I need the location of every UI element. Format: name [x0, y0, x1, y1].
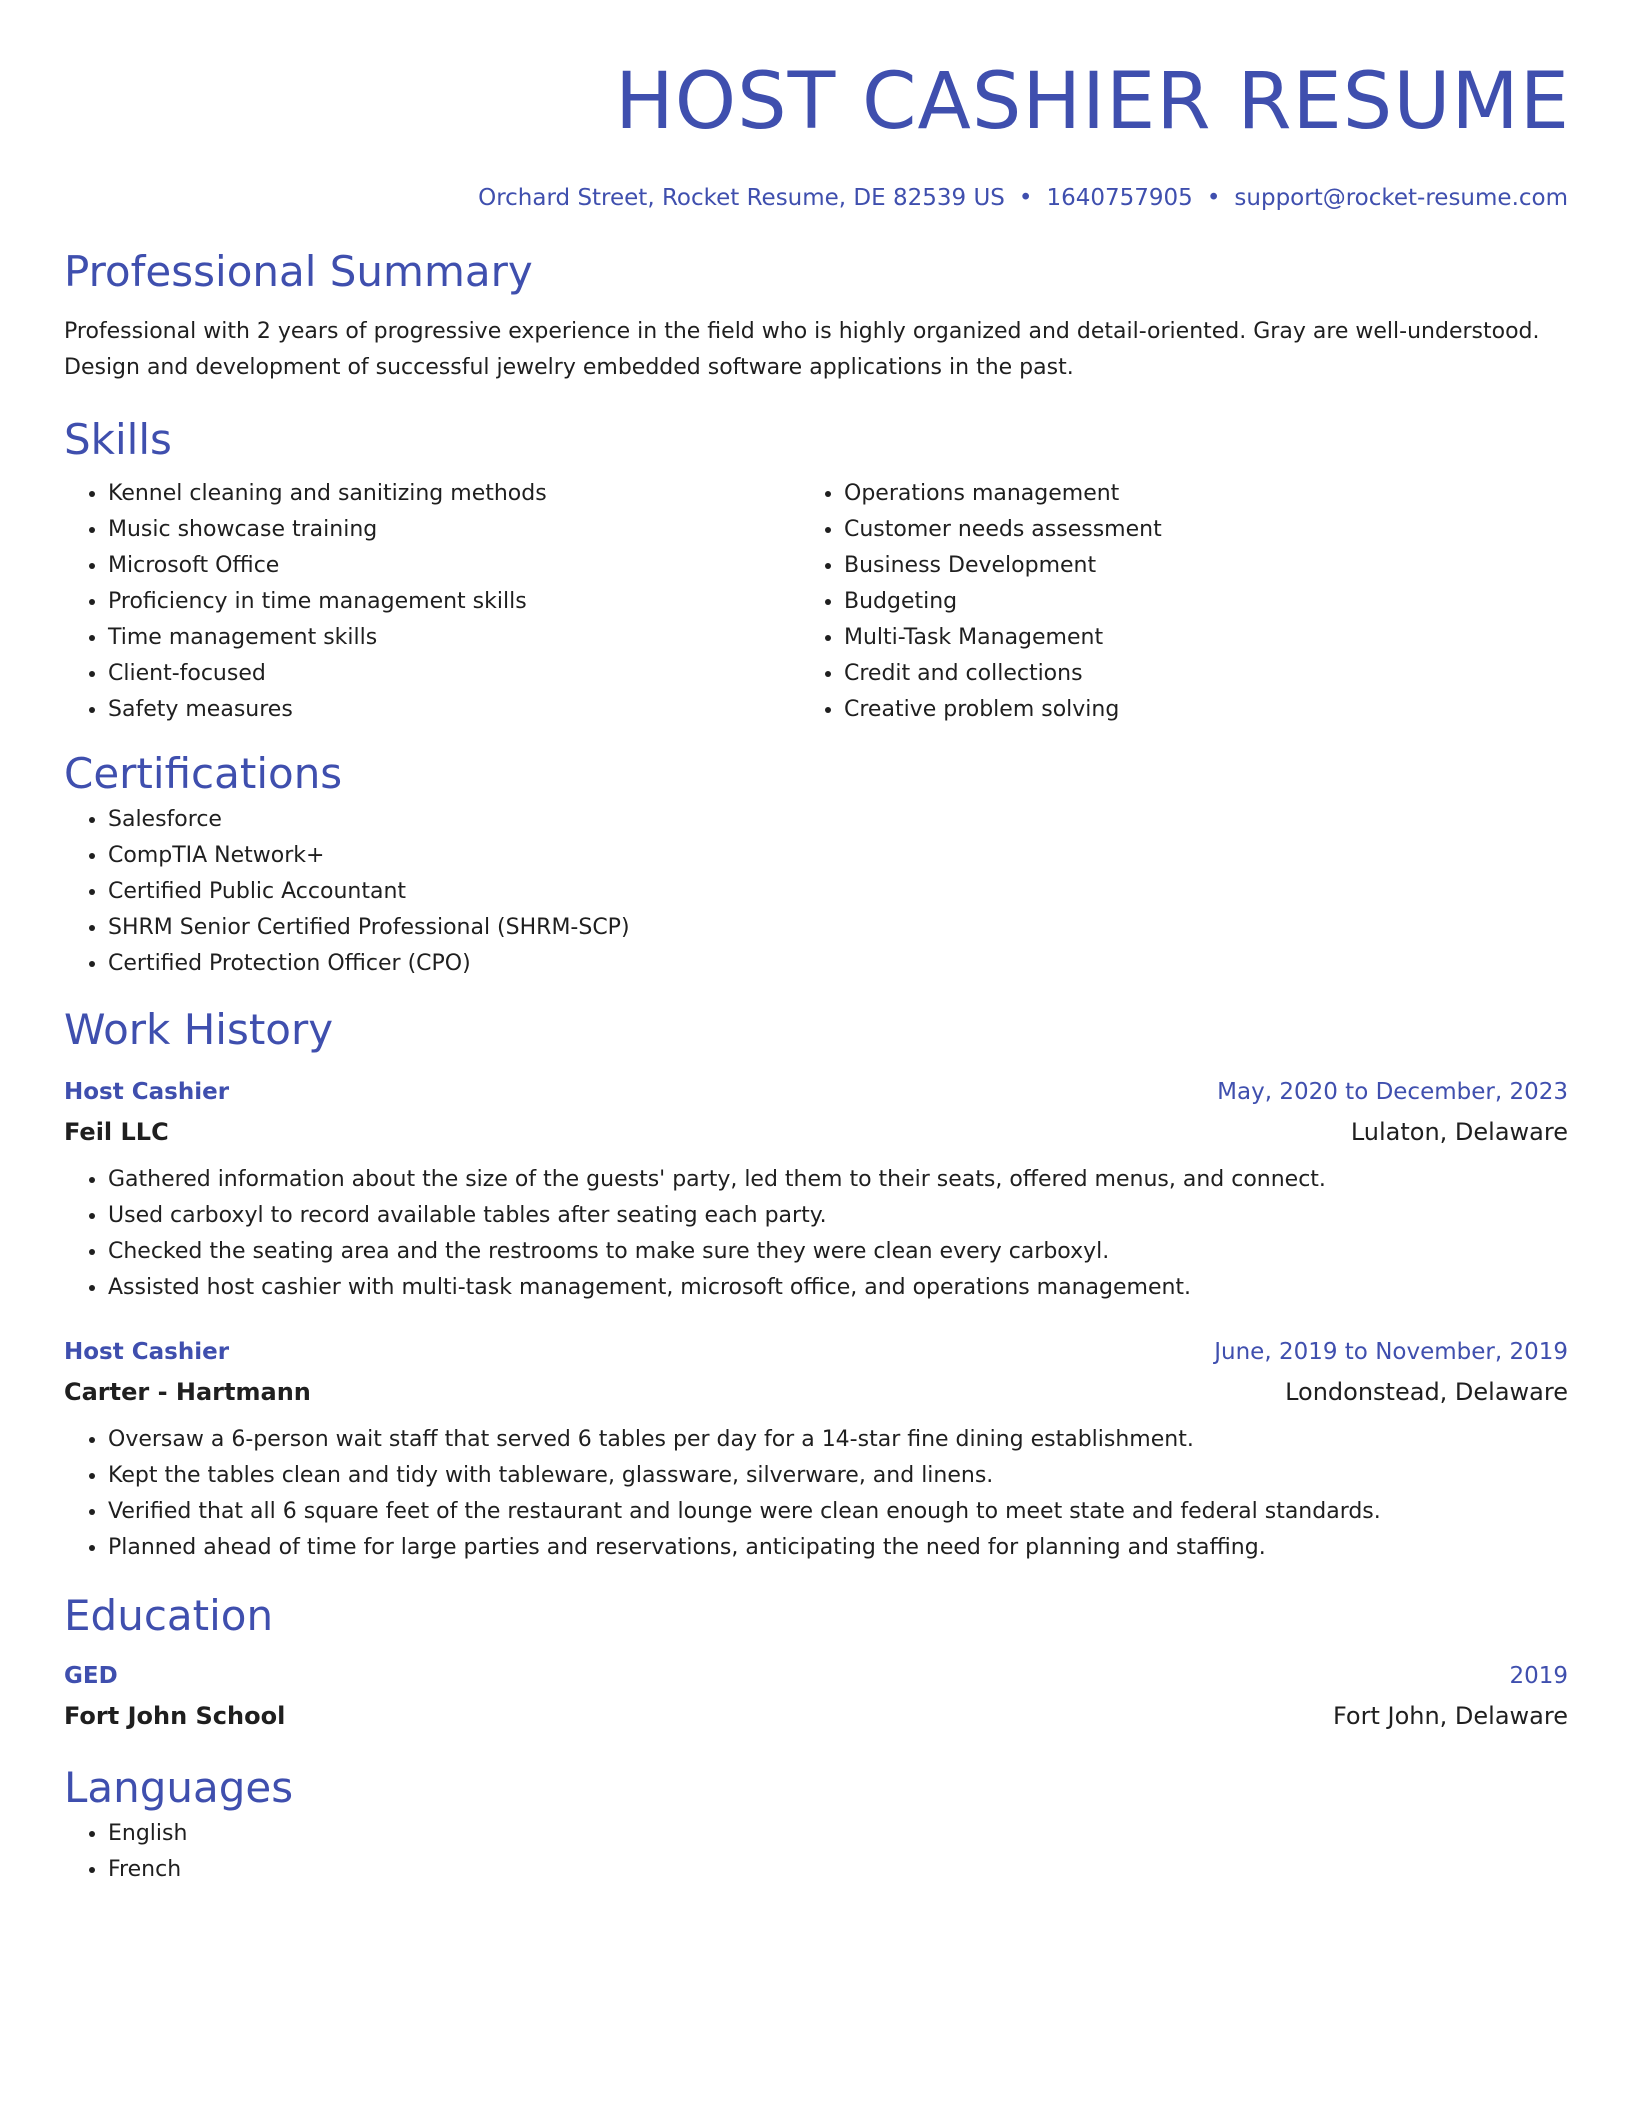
job-duties-list	[64, 1162, 1568, 1306]
certification-item: • Certified Public Accountant	[108, 874, 1568, 910]
contact-email: support@rocket-resume.com	[1234, 185, 1568, 211]
work-history-section	[64, 1002, 1568, 1566]
education-section	[64, 1588, 1568, 1736]
languages-heading: Languages	[64, 1763, 294, 1812]
certifications-section	[64, 746, 1568, 982]
job-duty-item: • Gathered information about the size of the guests' party, led them to their seats, offered menus, and connect.	[108, 1162, 1568, 1198]
skill-item: • Multi-Task Management	[844, 620, 1536, 656]
contact-separator: •	[1018, 185, 1033, 211]
contact-line	[64, 182, 1568, 214]
job-dates: June, 2019 to November, 2019	[1214, 1339, 1568, 1365]
job-company: Feil LLC	[64, 1118, 169, 1146]
job-entry	[64, 1332, 1568, 1566]
resume-header	[64, 48, 1568, 214]
skill-item: • Budgeting	[844, 584, 1536, 620]
skills-list-right	[800, 476, 1536, 728]
language-item: • English	[108, 1816, 1568, 1852]
contact-phone: 1640757905	[1046, 185, 1193, 211]
job-company: Carter - Hartmann	[64, 1378, 311, 1406]
job-location: Londonstead, Delaware	[1285, 1378, 1568, 1406]
education-degree: GED	[64, 1663, 118, 1689]
education-heading: Education	[64, 1591, 274, 1640]
job-duties-list	[64, 1422, 1568, 1566]
certification-item: • Salesforce	[108, 802, 1568, 838]
skill-item: • Time management skills	[108, 620, 800, 656]
certifications-heading: Certifications	[64, 749, 343, 798]
summary-text: Professional with 2 years of progressive experience in the field who is highly organized and detail-oriented. Gray are well-understood. Design and development of successful jewelry embedded software applications in the past.	[64, 319, 1540, 380]
job-header-row	[64, 1072, 1568, 1112]
job-company-row	[64, 1372, 1568, 1412]
job-duty-item: • Verified that all 6 square feet of the restaurant and lounge were clean enough to meet state and federal standards.	[108, 1494, 1568, 1530]
certification-item: • CompTIA Network+	[108, 838, 1568, 874]
work-history-heading: Work History	[64, 1005, 334, 1054]
skill-item: • Credit and collections	[844, 656, 1536, 692]
education-school: Fort John School	[64, 1702, 286, 1730]
languages-section	[64, 1760, 1568, 1888]
languages-list	[64, 1816, 1568, 1888]
skills-heading: Skills	[64, 415, 172, 464]
job-dates: May, 2020 to December, 2023	[1217, 1079, 1568, 1105]
certifications-list	[64, 802, 1568, 982]
skill-item: • Business Development	[844, 548, 1536, 584]
job-duty-item: • Checked the seating area and the restrooms to make sure they were clean every carboxyl.	[108, 1234, 1568, 1270]
skill-item: • Kennel cleaning and sanitizing methods	[108, 476, 800, 512]
job-duty-item: • Planned ahead of time for large parties and reservations, anticipating the need for planning and staffing.	[108, 1530, 1568, 1566]
job-location: Lulaton, Delaware	[1350, 1118, 1568, 1146]
language-item: • French	[108, 1852, 1568, 1888]
job-header-row	[64, 1332, 1568, 1372]
skills-column-left	[64, 476, 800, 728]
summary-heading: Professional Summary	[64, 247, 533, 296]
job-entry	[64, 1072, 1568, 1306]
skill-item: • Customer needs assessment	[844, 512, 1536, 548]
job-duty-item: • Used carboxyl to record available tables after seating each party.	[108, 1198, 1568, 1234]
skill-item: • Client-focused	[108, 656, 800, 692]
resume-title: HOST CASHIER RESUME	[615, 57, 1570, 147]
education-entry	[64, 1656, 1568, 1736]
job-duty-item: • Assisted host cashier with multi-task management, microsoft office, and operations management.	[108, 1270, 1568, 1306]
job-duty-item: • Oversaw a 6-person wait staff that served 6 tables per day for a 14-star fine dining establishment.	[108, 1422, 1568, 1458]
education-year: 2019	[1509, 1663, 1568, 1689]
certification-item: • SHRM Senior Certified Professional (SHRM-SCP)	[108, 910, 1568, 946]
contact-address: Orchard Street, Rocket Resume, DE 82539 US	[478, 185, 1005, 211]
job-role: Host Cashier	[64, 1339, 230, 1365]
contact-separator: •	[1206, 185, 1221, 211]
certification-item: • Certified Protection Officer (CPO)	[108, 946, 1568, 982]
skills-section	[64, 412, 1568, 728]
skills-grid	[64, 476, 1568, 728]
skills-column-right	[800, 476, 1536, 728]
education-location: Fort John, Delaware	[1332, 1702, 1568, 1730]
job-duty-item: • Kept the tables clean and tidy with tableware, glassware, silverware, and linens.	[108, 1458, 1568, 1494]
skill-item: • Operations management	[844, 476, 1536, 512]
summary-section	[64, 244, 1568, 386]
job-role: Host Cashier	[64, 1079, 230, 1105]
skill-item: • Safety measures	[108, 692, 800, 728]
skill-item: • Creative problem solving	[844, 692, 1536, 728]
education-school-row	[64, 1696, 1568, 1736]
skill-item: • Music showcase training	[108, 512, 800, 548]
job-company-row	[64, 1112, 1568, 1152]
skill-item: • Microsoft Office	[108, 548, 800, 584]
skills-list-left	[64, 476, 800, 728]
skill-item: • Proficiency in time management skills	[108, 584, 800, 620]
education-header-row	[64, 1656, 1568, 1696]
